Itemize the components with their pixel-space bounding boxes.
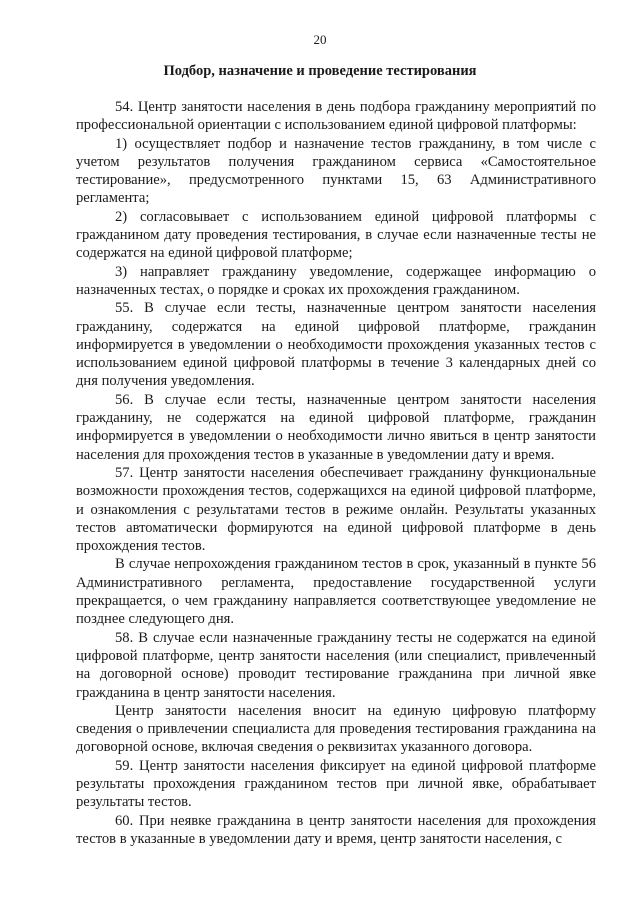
- paragraph-57-continued: В случае непрохождения гражданином тестов в срок, указанный в пункте 56 Административного регламента, предоставление государственной услуги прекращается, о чем гражданину направляется соответствующее уведомление не позднее следующего дня.: [76, 556, 596, 628]
- paragraph-54-item-2: 2) согласовывает с использованием единой цифровой платформы с гражданином дату проведения тестирования, в случае если назначенные тесты не содержатся на единой цифровой платформе;: [76, 208, 596, 262]
- paragraph-57: 57. Центр занятости населения обеспечивает гражданину функциональные возможности прохождения тестов, содержащихся на единой цифровой платформе, и ознакомления с результатами тестов в режиме онлайн. Результаты указанных тестов автоматически формируются на единой цифровой платформе в день прохождения тестов.: [76, 464, 596, 555]
- paragraph-60: 60. При неявке гражданина в центр занятости населения для прохождения тестов в указанные в уведомлении дату и время, центр занятости населения, с: [76, 812, 596, 847]
- paragraph-59: 59. Центр занятости населения фиксирует на единой цифровой платформе результаты прохождения гражданином тестов при личной явке, обрабатывает результаты тестов.: [76, 757, 596, 811]
- paragraph-56: 56. В случае если тесты, назначенные центром занятости населения гражданину, не содержатся на единой цифровой платформе, гражданин информируется в уведомлении о необходимости лично явиться в центр занятости населения для прохождения тестов в указанные в уведомлении дату и время.: [76, 391, 596, 463]
- paragraph-54: 54. Центр занятости населения в день подбора гражданину мероприятий по профессиональной ориентации с использованием единой цифровой платформы:: [76, 99, 596, 134]
- paragraph-58: 58. В случае если назначенные гражданину тесты не содержатся на единой цифровой платформе, центр занятости населения (или специалист, привлеченный на договорной основе) проводит тестирование гражданина при личной явке гражданина в центр занятости населения.: [76, 629, 596, 701]
- page-number: 20: [313, 32, 327, 47]
- paragraph-58-continued: Центр занятости населения вносит на единую цифровую платформу сведения о привлечении специалиста для проведения тестирования гражданина на договорной основе, включая сведения о реквизитах указанного договора.: [76, 702, 596, 756]
- section-heading: Подбор, назначение и проведение тестирования: [163, 63, 477, 79]
- paragraph-54-item-3: 3) направляет гражданину уведомление, содержащее информацию о назначенных тестах, о порядке и сроках их прохождения гражданином.: [76, 263, 596, 298]
- document-body: [76, 98, 596, 848]
- paragraph-54-item-1: 1) осуществляет подбор и назначение тестов гражданину, в том числе с учетом результатов получения гражданином сервиса «Самостоятельное тестирование», предусмотренного пунктами 15, 63 Административного регламента;: [76, 135, 596, 207]
- paragraph-55: 55. В случае если тесты, назначенные центром занятости населения гражданину, содержатся на единой цифровой платформе, гражданин информируется в уведомлении о необходимости прохождения указанных тестов с использованием единой цифровой платформы в течение 3 календарных дней со дня получения уведомления.: [76, 300, 596, 390]
